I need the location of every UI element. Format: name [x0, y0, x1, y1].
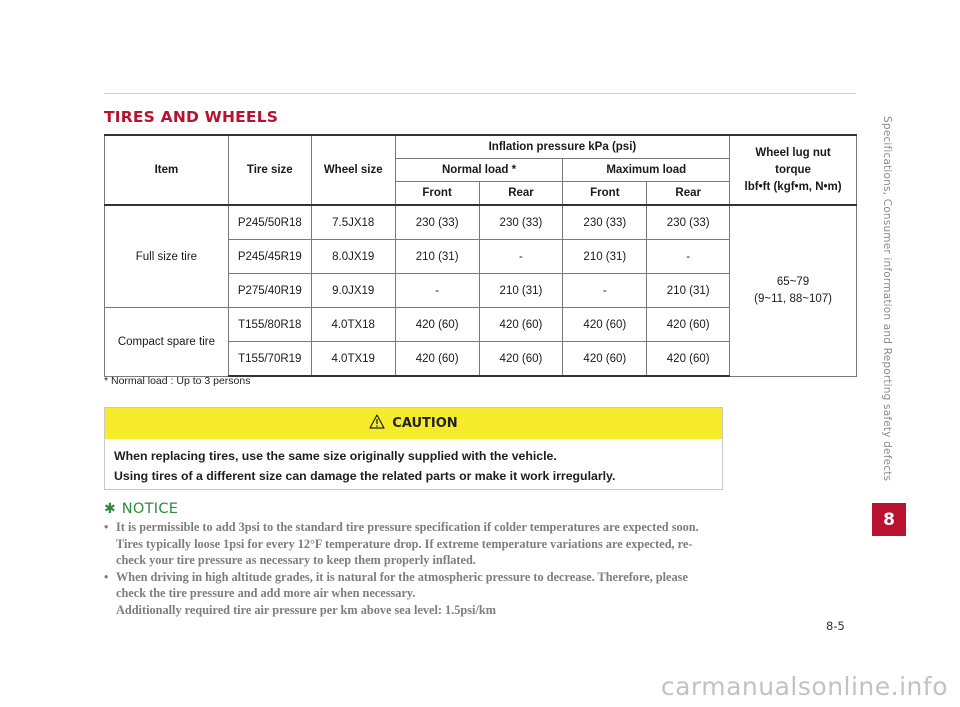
chapter-tab[interactable]: 8 [872, 503, 906, 536]
header-maximum-load: Maximum load [563, 159, 730, 182]
maximum-rear-cell: 420 (60) [647, 342, 730, 377]
tire-size-cell: T155/80R18 [228, 308, 311, 342]
torque-value-line1: 65~79 [776, 275, 810, 288]
torque-header-line3: lbf•ft (kgf•m, N•m) [744, 180, 842, 193]
chapter-side-label [878, 100, 896, 498]
wheel-size-cell: 8.0JX19 [311, 240, 395, 274]
normal-rear-cell: 420 (60) [479, 308, 563, 342]
normal-front-cell: 230 (33) [395, 205, 479, 240]
torque-header-line1: Wheel lug nut [755, 146, 831, 159]
notice-header [104, 500, 856, 517]
notice-text-line: • It is permissible to add 3psi to the standard tire pressure specification if colder temperatures are expected soon. [116, 520, 699, 534]
tire-size-cell: P245/50R18 [228, 205, 311, 240]
maximum-rear-cell: 420 (60) [647, 308, 730, 342]
tire-spec-table [104, 134, 857, 377]
caution-box [104, 407, 723, 490]
tire-size-cell: P245/45R19 [228, 240, 311, 274]
wheel-size-cell: 4.0TX19 [311, 342, 395, 377]
section-title: TIRES AND WHEELS [104, 108, 279, 126]
notice-text-line: check your tire pressure as necessary to keep them properly inflated. [116, 553, 476, 567]
normal-rear-cell: 230 (33) [479, 205, 563, 240]
normal-rear-cell: 210 (31) [479, 274, 563, 308]
caution-line: Using tires of a different size can damage the related parts or make it work irregularly. [114, 469, 616, 483]
caution-body [105, 439, 722, 486]
tire-size-cell: P275/40R19 [228, 274, 311, 308]
header-normal-load: Normal load * [395, 159, 563, 182]
header-wheel-lug-nut-torque [730, 135, 857, 205]
torque-value-cell [730, 205, 857, 376]
table-row [105, 205, 857, 240]
normal-front-cell: - [395, 274, 479, 308]
notice-text-line: check the tire pressure and add more air when necessary. [116, 586, 416, 600]
normal-front-cell: 420 (60) [395, 342, 479, 377]
normal-load-footnote: * Normal load : Up to 3 persons [104, 375, 251, 387]
maximum-front-cell: 230 (33) [563, 205, 647, 240]
page-number: 8-5 [826, 619, 845, 633]
top-rule [104, 93, 856, 94]
maximum-front-cell: - [563, 274, 647, 308]
list-item [104, 569, 856, 619]
wheel-size-cell: 9.0JX19 [311, 274, 395, 308]
chapter-side-text: Specifications, Consumer information and Reporting safety defects [881, 116, 893, 482]
maximum-front-cell: 210 (31) [563, 240, 647, 274]
notice-text-line: • When driving in high altitude grades, it is natural for the atmospheric pressure to decrease. Therefore, please [116, 569, 688, 584]
header-maximum-rear: Rear [647, 182, 730, 206]
maximum-front-cell: 420 (60) [563, 342, 647, 377]
wheel-size-cell: 7.5JX18 [311, 205, 395, 240]
header-tire-size: Tire size [228, 135, 311, 205]
torque-header-line2: torque [775, 163, 811, 176]
header-inflation-pressure: Inflation pressure kPa (psi) [395, 135, 729, 159]
header-wheel-size: Wheel size [311, 135, 395, 205]
normal-front-cell: 420 (60) [395, 308, 479, 342]
wheel-size-cell: 4.0TX18 [311, 308, 395, 342]
notice-title: NOTICE [121, 500, 179, 517]
header-maximum-front: Front [563, 182, 647, 206]
item-cell: Full size tire [105, 205, 229, 308]
normal-rear-cell: - [479, 240, 563, 274]
maximum-rear-cell: - [647, 240, 730, 274]
list-item [104, 519, 856, 569]
warning-triangle-icon [369, 414, 385, 433]
notice-section [104, 500, 856, 618]
maximum-front-cell: 420 (60) [563, 308, 647, 342]
normal-rear-cell: 420 (60) [479, 342, 563, 377]
normal-front-cell: 210 (31) [395, 240, 479, 274]
watermark: carmanualsonline.info [660, 672, 948, 701]
tire-size-cell: T155/70R19 [228, 342, 311, 377]
notice-star-icon: ✱ [104, 500, 116, 516]
maximum-rear-cell: 230 (33) [647, 205, 730, 240]
notice-list [104, 519, 856, 618]
caution-title: CAUTION [392, 416, 458, 431]
caution-line: When replacing tires, use the same size originally supplied with the vehicle. [114, 449, 557, 463]
header-normal-front: Front [395, 182, 479, 206]
notice-text-line: Additionally required tire air pressure per km above sea level: 1.5psi/km [116, 602, 496, 617]
notice-text-line: Tires typically loose 1psi for every 12°F temperature drop. If extreme temperature variations are expected, re- [116, 536, 693, 551]
header-normal-rear: Rear [479, 182, 563, 206]
header-item: Item [105, 135, 229, 205]
caution-header [105, 408, 722, 439]
torque-value-line2: (9~11, 88~107) [754, 292, 832, 305]
item-cell: Compact spare tire [105, 308, 229, 377]
maximum-rear-cell: 210 (31) [647, 274, 730, 308]
